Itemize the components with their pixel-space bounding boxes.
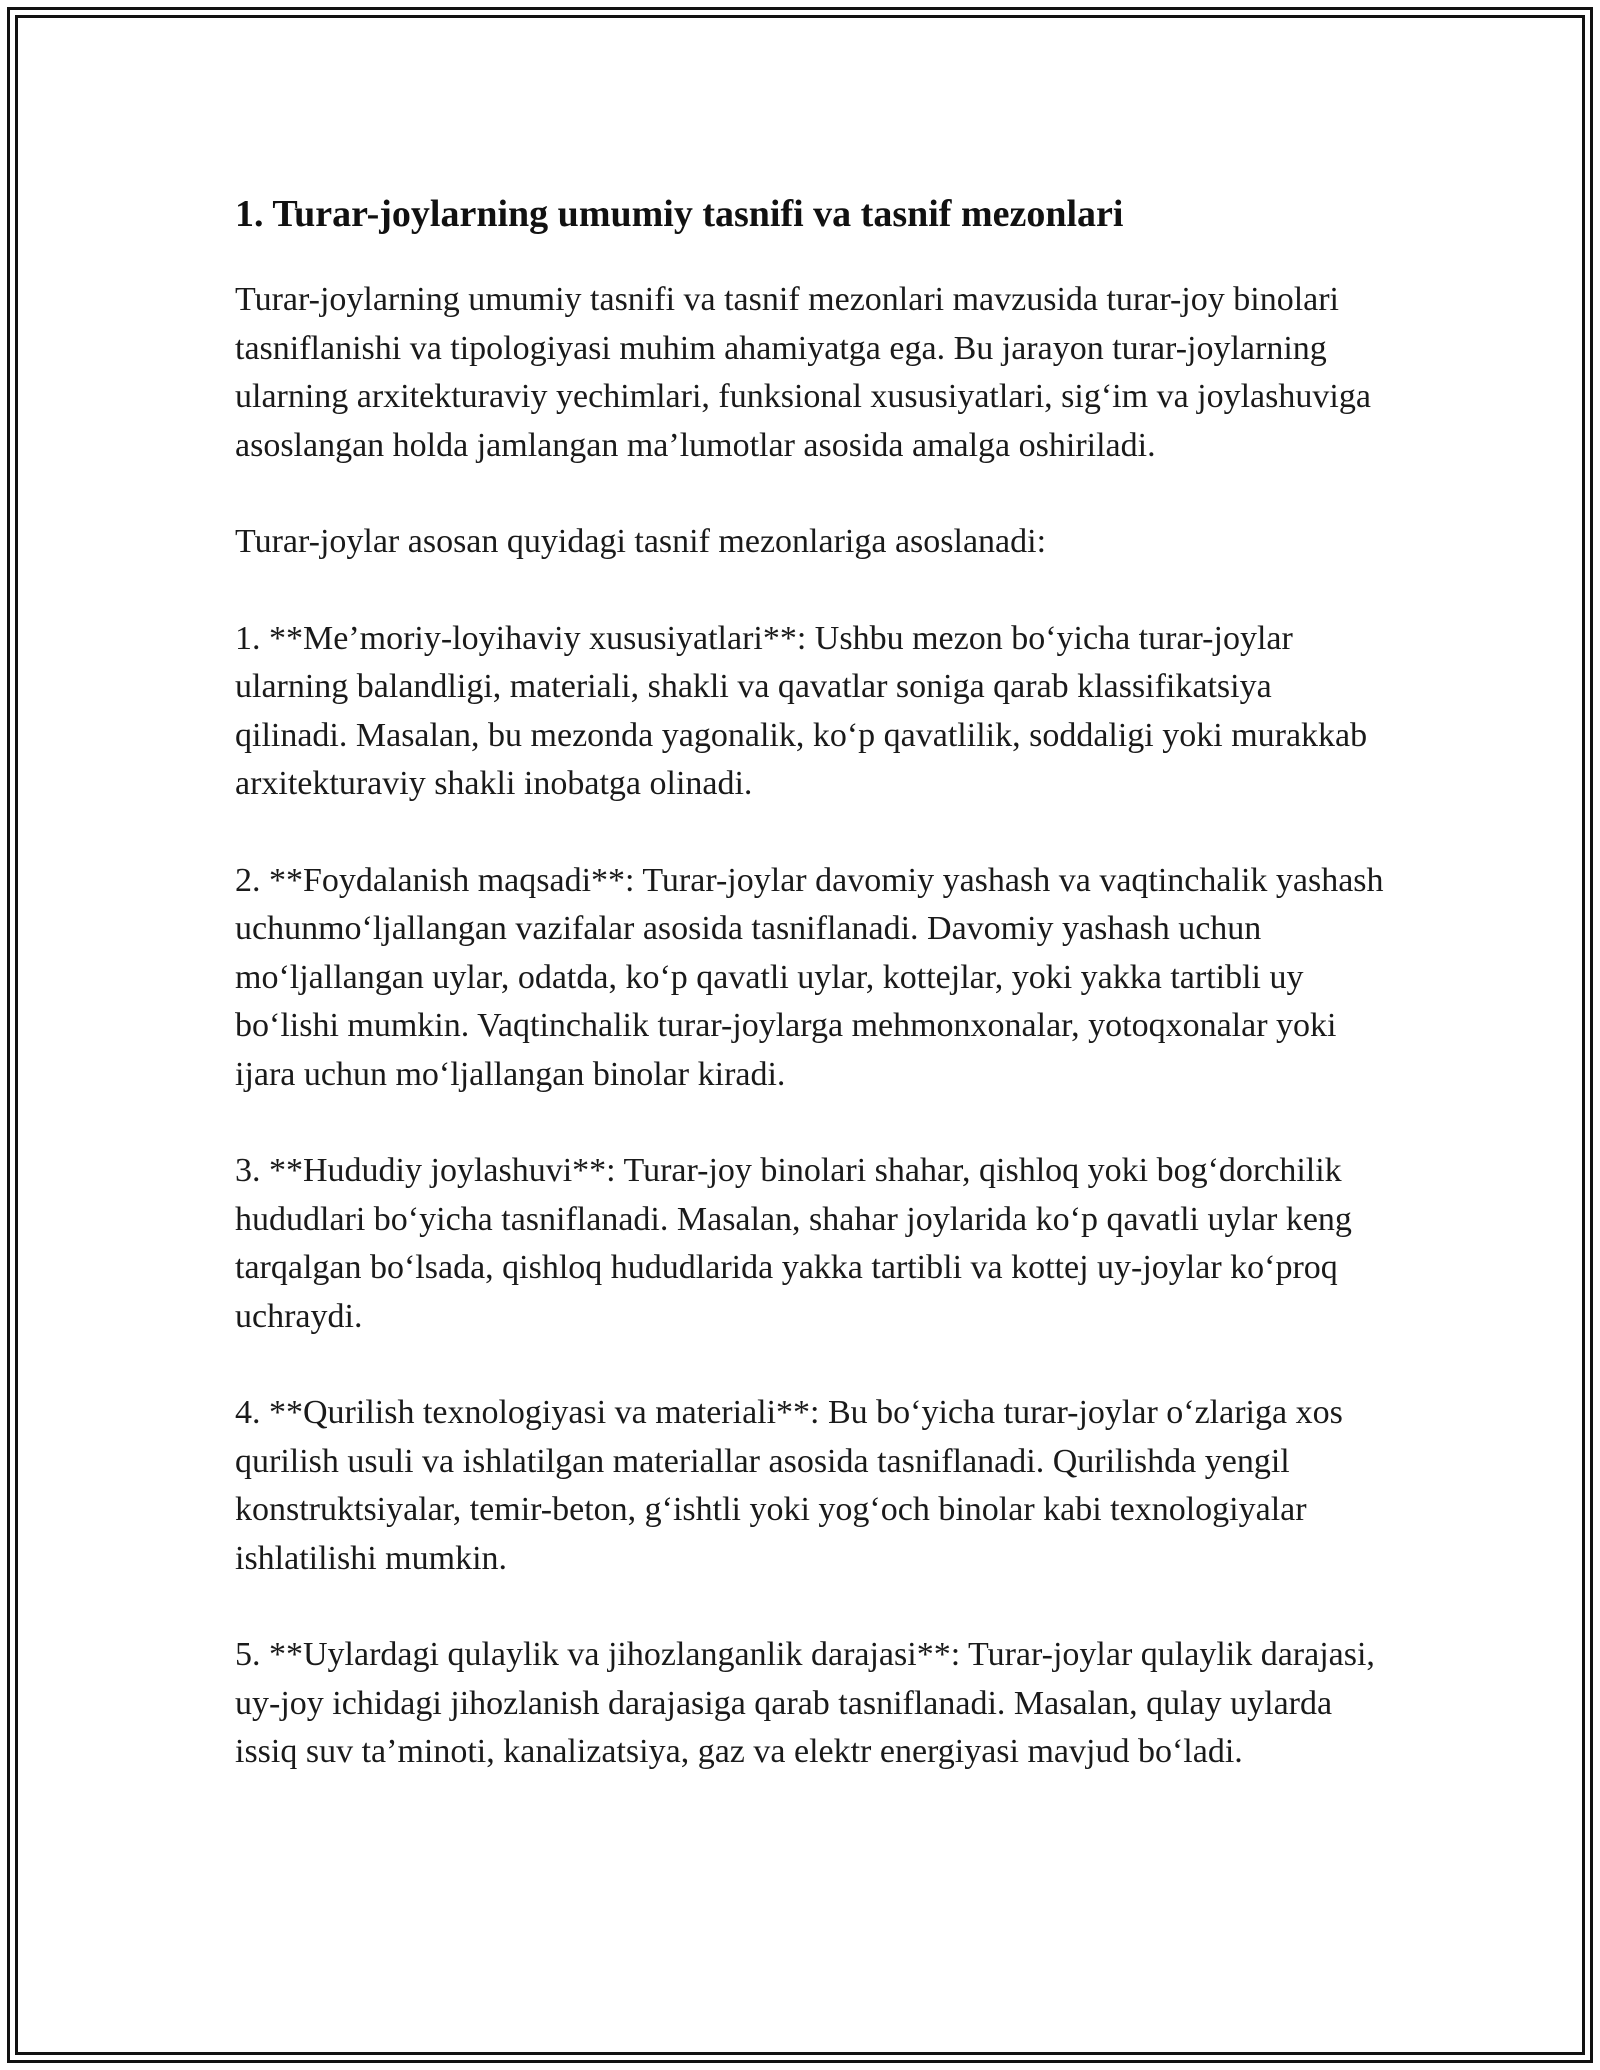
intro-paragraph: Turar-joylarning umumiy tasnifi va tasnif mezonlari mavzusida turar-joy binolari tasniflanishi va tipologiyasi muhim ahamiyatga ega. Bu jarayon turar-joylarning ularning arxitekturaviy yechimlari, funksional xususiyatlari, sig‘im va joylashuviga asoslangan holda jamlangan ma’lumotlar asosida amalga oshiriladi.: [235, 281, 1371, 464]
criterion-item-4: 4. **Qurilish texnologiyasi va materiali**: Bu bo‘yicha turar-joylar o‘zlariga xos qurilish usuli va ishlatilgan materiallar asosida tasniflanadi. Qurilishda yengil konstruktsiyalar, temir-beton, g‘ishtli yoki yog‘och binolar kabi texnologiyalar ishlatilishi mumkin.: [235, 1394, 1343, 1577]
criterion-item-2: 2. **Foydalanish maqsadi**: Turar-joylar davomiy yashash va vaqtinchalik yashash uchunmo‘ljallangan vazifalar asosida tasniflanadi. Davomiy yashash uchun mo‘ljallangan uylar, odatda, ko‘p qavatli uylar, kottejlar, yoki yakka tartibli uy bo‘lishi mumkin. Vaqtinchalik turar-joylarga mehmonxonalar, yotoqxonalar yoki ijara uchun mo‘ljallangan binolar kiradi.: [235, 861, 1384, 1093]
criterion-item-5: 5. **Uylardagi qulaylik va jihozlanganlik darajasi**: Turar-joylar qulaylik darajasi, uy-joy ichidagi jihozlanish darajasiga qarab tasniflanadi. Masalan, qulay uylarda issiq suv ta’minoti, kanalizatsiya, gaz va elektr energiyasi mavjud bo‘ladi.: [235, 1636, 1375, 1770]
criterion-item-3: 3. **Hududiy joylashuvi**: Turar-joy binolari shahar, qishloq yoki bog‘dorchilik hududlari bo‘yicha tasniflanadi. Masalan, shahar joylarida ko‘p qavatli uylar keng tarqalgan bo‘lsada, qishloq hududlarida yakka tartibli va kottej uy-joylar ko‘proq uchraydi.: [235, 1152, 1352, 1335]
criterion-item-1: 1. **Me’moriy-loyihaviy xususiyatlari**: Ushbu mezon bo‘yicha turar-joylar ularning balandligi, materiali, shakli va qavatlar soniga qarab klassifikatsiya qilinadi. Masalan, bu mezonda yagonalik, ko‘p qavatlilik, soddaligi yoki murakkab arxitekturaviy shakli inobatga olinadi.: [235, 619, 1368, 802]
lead-paragraph: Turar-joylar asosan quyidagi tasnif mezonlariga asoslanadi:: [235, 523, 1047, 560]
document-heading: 1. Turar-joylarning umumiy tasnifi va tasnif mezonlari: [235, 193, 1124, 235]
document-body: [235, 190, 1385, 1825]
